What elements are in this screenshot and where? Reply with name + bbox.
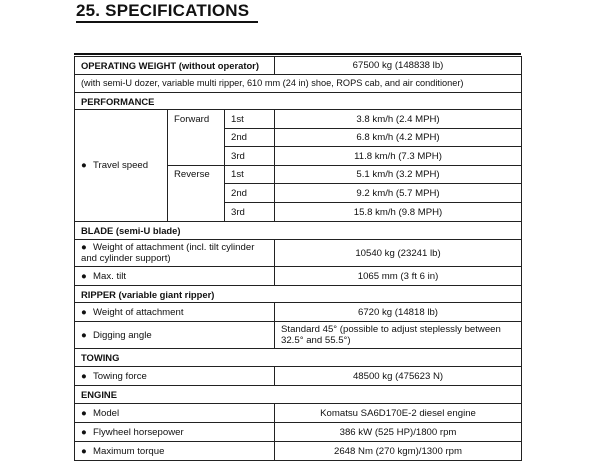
engine-model-value: Komatsu SA6D170E-2 diesel engine	[275, 404, 522, 423]
blade-heading-row	[75, 222, 522, 240]
forward-label: Forward	[168, 110, 225, 166]
max-torque-label: Maximum torque	[93, 445, 165, 457]
top-rule	[74, 53, 521, 55]
engine-heading-row	[75, 386, 522, 404]
bullet-icon: ●	[81, 445, 87, 457]
towing-heading-row	[75, 349, 522, 367]
bullet-icon: ●	[81, 426, 87, 438]
performance-heading: PERFORMANCE	[75, 93, 522, 110]
blade-heading: BLADE (semi-U blade)	[75, 222, 522, 240]
performance-heading-row	[75, 93, 522, 110]
operating-weight-row	[75, 57, 522, 75]
bullet-icon: ●	[81, 306, 87, 318]
ripper-weight-label-cell	[75, 303, 275, 322]
operating-weight-note-row	[75, 75, 522, 93]
max-tilt-label-cell	[75, 267, 275, 286]
ripper-row	[75, 322, 522, 349]
travel-speed-label: Travel speed	[93, 160, 149, 171]
reverse-label: Reverse	[168, 166, 225, 222]
speed-value: 11.8 km/h (7.3 MPH)	[275, 147, 522, 166]
engine-row	[75, 404, 522, 423]
speed-row-1	[75, 110, 522, 129]
max-tilt-label: Max. tilt	[93, 270, 127, 282]
gear-label: 3rd	[225, 203, 275, 222]
page-title: 25. SPECIFICATIONS	[76, 1, 258, 23]
ripper-weight-value: 6720 kg (14818 lb)	[275, 303, 522, 322]
bullet-icon: ●	[81, 407, 87, 419]
engine-model-label: Model	[93, 407, 120, 419]
engine-row	[75, 423, 522, 442]
flywheel-hp-value: 386 kW (525 HP)/1800 rpm	[275, 423, 522, 442]
blade-weight-value: 10540 kg (23241 lb)	[275, 240, 522, 267]
towing-force-label: Towing force	[93, 370, 147, 382]
speed-value: 5.1 km/h (3.2 MPH)	[275, 166, 522, 184]
bullet-icon: ●	[81, 270, 87, 282]
operating-weight-label: OPERATING WEIGHT (without operator)	[75, 57, 275, 75]
speed-value: 3.8 km/h (2.4 MPH)	[275, 110, 522, 129]
bullet-icon: ●	[81, 329, 87, 341]
towing-force-value: 48500 kg (475623 N)	[275, 367, 522, 386]
travel-speed-label-cell	[75, 110, 168, 222]
towing-heading: TOWING	[75, 349, 522, 367]
speed-value: 9.2 km/h (5.7 MPH)	[275, 184, 522, 203]
gear-label: 3rd	[225, 147, 275, 166]
flywheel-hp-label-cell	[75, 423, 275, 442]
operating-weight-value: 67500 kg (148838 lb)	[275, 57, 522, 75]
ripper-heading-row	[75, 286, 522, 303]
bullet-icon: ●	[81, 160, 87, 171]
gear-label: 2nd	[225, 184, 275, 203]
engine-model-label-cell	[75, 404, 275, 423]
blade-row	[75, 240, 522, 267]
digging-angle-label: Digging angle	[93, 329, 152, 341]
ripper-weight-label: Weight of attachment	[93, 306, 184, 318]
bullet-icon: ●	[81, 242, 87, 253]
max-tilt-value: 1065 mm (3 ft 6 in)	[275, 267, 522, 286]
ripper-heading: RIPPER (variable giant ripper)	[75, 286, 522, 303]
operating-weight-note: (with semi-U dozer, variable multi ripper, 610 mm (24 in) shoe, ROPS cab, and air conditioner)	[75, 75, 522, 93]
ripper-row	[75, 303, 522, 322]
flywheel-hp-label: Flywheel horsepower	[93, 426, 184, 438]
speed-value: 15.8 km/h (9.8 MPH)	[275, 203, 522, 222]
engine-heading: ENGINE	[75, 386, 522, 404]
max-torque-label-cell	[75, 442, 275, 461]
towing-row	[75, 367, 522, 386]
gear-label: 2nd	[225, 129, 275, 147]
gear-label: 1st	[225, 166, 275, 184]
bullet-icon: ●	[81, 370, 87, 382]
digging-angle-label-cell	[75, 322, 275, 349]
blade-weight-label-cell	[75, 240, 275, 267]
speed-value: 6.8 km/h (4.2 MPH)	[275, 129, 522, 147]
towing-force-label-cell	[75, 367, 275, 386]
blade-row	[75, 267, 522, 286]
engine-row	[75, 442, 522, 461]
gear-label: 1st	[225, 110, 275, 129]
specifications-table	[74, 56, 522, 461]
max-torque-value: 2648 Nm (270 kgm)/1300 rpm	[275, 442, 522, 461]
digging-angle-value: Standard 45° (possible to adjust steplessly between 32.5° and 55.5°)	[275, 322, 522, 349]
blade-weight-label: Weight of attachment (incl. tilt cylinder and cylinder support)	[81, 242, 255, 264]
